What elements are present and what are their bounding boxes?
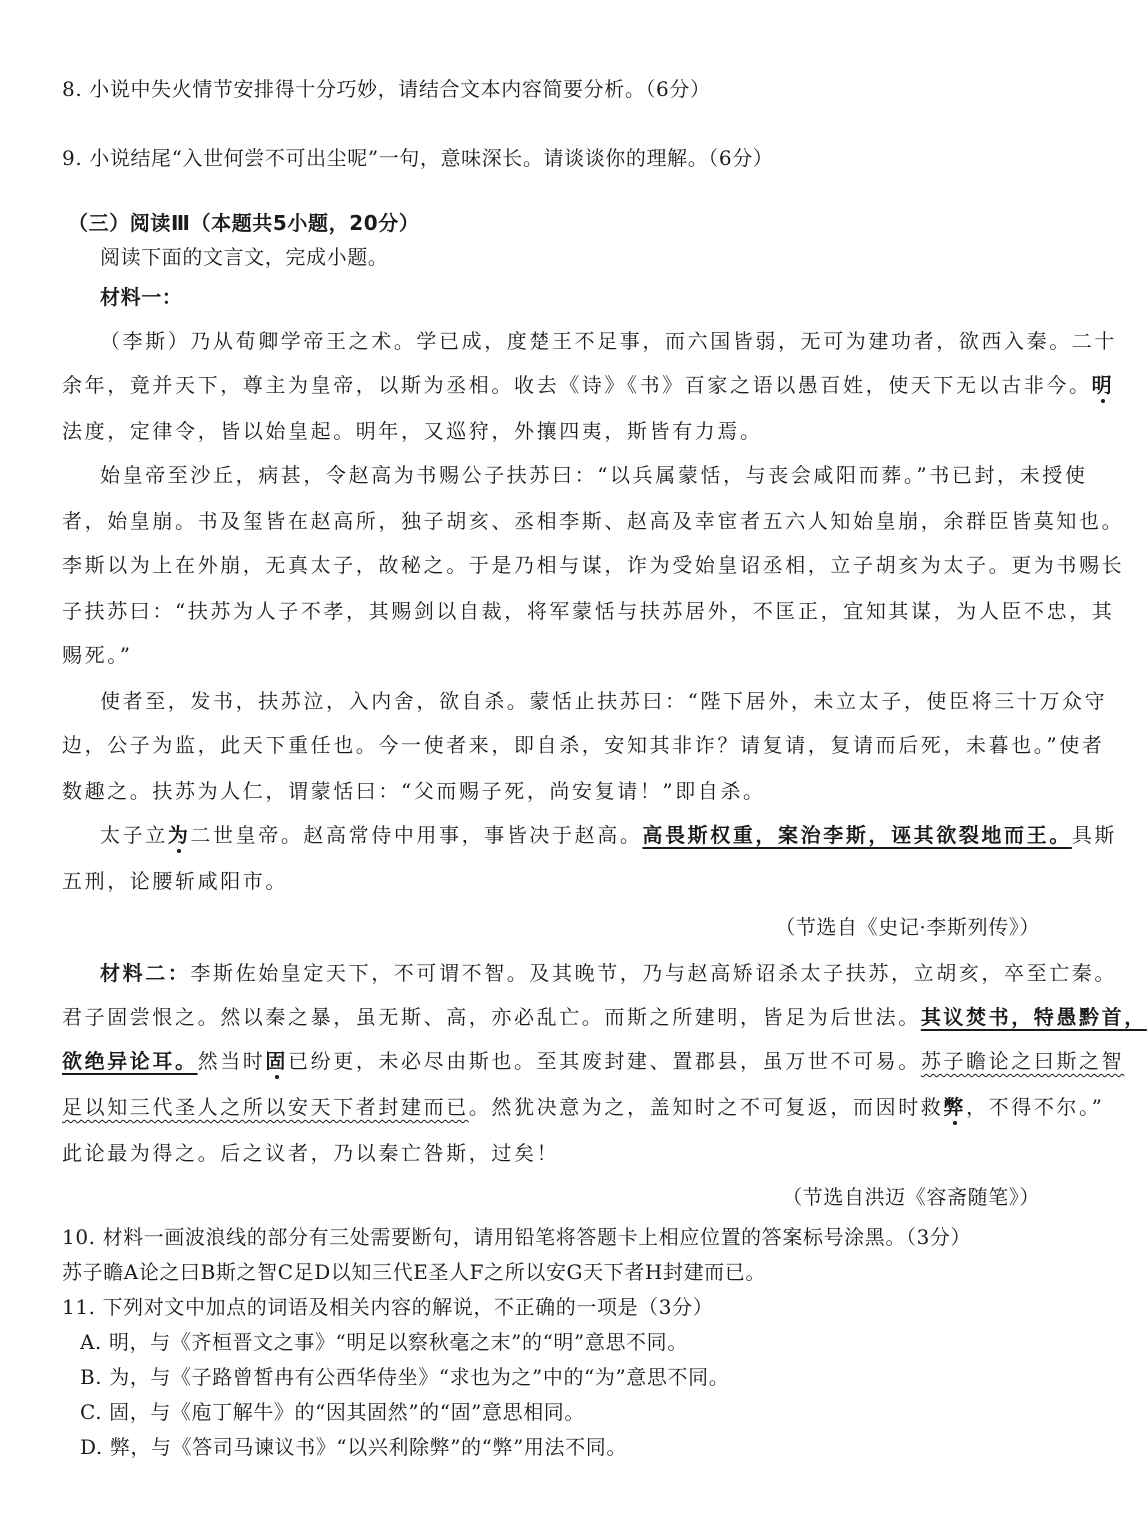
underlined-sentence: 其议焚书，特愚黔首， (920, 1005, 1147, 1029)
material-1-line (62, 370, 1114, 400)
material-2-line (62, 1046, 1124, 1076)
question-11-option-b: B. 为，与《子路曾皙冉有公西华侍坐》“求也为之”中的“为”意思不同。 (80, 1365, 730, 1389)
question-10-options: 苏子瞻A论之曰B斯之智C足D以知三代E圣人F之所以安G天下者H封建而已。 (62, 1260, 766, 1284)
text-run: 具斯 (1071, 823, 1118, 847)
dotted-word-bi: 弊 (943, 1095, 967, 1119)
question-9: 9. 小说结尾“入世何尝不可出尘呢”一句，意味深长。请谈谈你的理解。（6分） (62, 146, 774, 170)
dotted-word-wei: 为 (167, 823, 191, 847)
material-1-line: 李斯以为上在外崩，无真太子，故秘之。于是乃相与谋，诈为受始皇诏丞相，立子胡亥为太子。更为书赐长 (62, 553, 1125, 577)
material-1-line: （李斯）乃从荀卿学帝王之术。学已成，度楚王不足事，而六国皆弱，无可为建功者，欲西入秦。二十 (100, 329, 1117, 353)
underlined-sentence: 欲绝异论耳。 (62, 1049, 198, 1073)
question-10-stem: 10. 材料一画波浪线的部分有三处需要断句，请用铅笔将答题卡上相应位置的答案标号涂黑。（3分） (62, 1225, 972, 1249)
question-11-option-c: C. 固，与《庖丁解牛》的“因其固然”的“固”意思相同。 (80, 1400, 586, 1424)
text-run: 李斯佐始皇定天下，不可谓不智。及其晚节，乃与赵高矫诏杀太子扶苏，立胡亥，卒至亡秦。 (190, 961, 1118, 985)
text-run: 二世皇帝。赵高常侍中用事，事皆决于赵高。 (190, 823, 643, 847)
material-2-line (62, 1092, 1104, 1122)
text-run: 然当时 (197, 1049, 266, 1073)
question-8: 8. 小说中失火情节安排得十分巧妙，请结合文本内容简要分析。（6分） (62, 77, 711, 101)
text-run: 太子立 (100, 823, 168, 847)
material-1-line: 子扶苏曰：“扶苏为人子不孝，其赐剑以自裁，将军蒙恬与扶苏居外，不匡正，宜知其谋，为人臣不忠，其 (62, 599, 1115, 623)
material-2-source: （节选自洪迈《容斋随笔》） (782, 1185, 1040, 1209)
material-1-source: （节选自《史记·李斯列传》） (775, 915, 1040, 939)
material-1-line (100, 820, 1117, 850)
question-11-option-a: A. 明，与《齐桓晋文之事》“明足以察秋毫之末”的“明”意思不同。 (80, 1330, 688, 1354)
question-11-stem: 11. 下列对文中加点的词语及相关内容的解说，不正确的一项是（3分） (62, 1295, 714, 1319)
material-1-line: 数趣之。扶苏为人仁，谓蒙恬曰：“父而赐子死，尚安复请！”即自杀。 (62, 779, 766, 803)
section-heading: （三）阅读Ⅲ（本题共5小题，20分） (68, 211, 420, 235)
text-run: 已纷更，未必尽由斯也。至其废封建、置郡县，虽万世不可易。 (288, 1049, 921, 1073)
material-1-line: 五刑，论腰斩咸阳市。 (62, 869, 288, 893)
material-1-line: 边，公子为监，此天下重任也。今一使者来，即自杀，安知其非诈？请复请，复请而后死，未暮也。”使者 (62, 733, 1105, 757)
material-2-line: 此论最为得之。后之议者，乃以秦亡咎斯，过矣！ (62, 1141, 560, 1165)
underlined-sentence: 高畏斯权重，案治李斯，诬其欲裂地而王。 (642, 823, 1072, 847)
dotted-word-gu: 固 (265, 1049, 289, 1073)
material-1-line: 赐死。” (62, 643, 133, 667)
material-1-line: 始皇帝至沙丘，病甚，令赵高为书赐公子扶苏曰：“以兵属蒙恬，与丧会咸阳而葬。”书已封，未授使 (100, 463, 1088, 487)
question-11-option-d: D. 弊，与《答司马谏议书》“以兴利除弊”的“弊”用法不同。 (80, 1435, 627, 1459)
dotted-word-ming: 明 (1091, 373, 1115, 397)
material-1-line: 法度，定律令，皆以始皇起。明年，又巡狩，外攘四夷，斯皆有力焉。 (62, 419, 763, 443)
wavy-underlined-text: 足以知三代圣人之所以安天下者封建而已 (62, 1095, 469, 1119)
text-run: 君子固尝恨之。然以秦之暴，虽无斯、高，亦必乱亡。而斯之所建明，皆足为后世法。 (62, 1005, 921, 1029)
material-1-line: 者，始皇崩。书及玺皆在赵高所，独子胡亥、丞相李斯、赵高及幸宦者五六人知始皇崩，余群臣皆莫知也。 (62, 509, 1125, 533)
material-1-label: 材料一： (100, 285, 183, 309)
text-run: 。然犹决意为之，盖知时之不可复返，而因时救 (468, 1095, 944, 1119)
material-1-line: 使者至，发书，扶苏泣，入内舍，欲自杀。蒙恬止扶苏曰：“陛下居外，未立太子，使臣将三十万众守 (100, 689, 1108, 713)
material-2-line (62, 1002, 1147, 1032)
material-2-line (100, 958, 1117, 988)
section-instruction: 阅读下面的文言文，完成小题。 (100, 245, 389, 269)
wavy-underlined-text: 苏子瞻论之曰斯之智 (920, 1049, 1125, 1073)
text-run: 余年，竟并天下，尊主为皇帝，以斯为丞相。收去《诗》《书》百家之语以愚百姓，使天下无以古非今。 (62, 373, 1092, 397)
text-run: ，不得不尔。” (966, 1095, 1105, 1119)
material-2-label: 材料二： (100, 961, 191, 985)
